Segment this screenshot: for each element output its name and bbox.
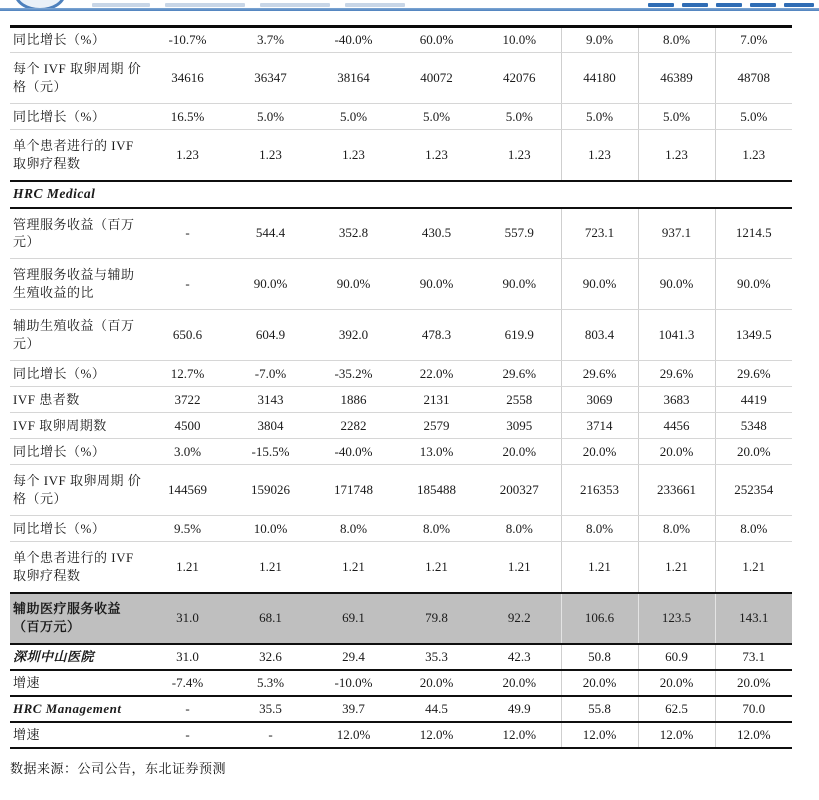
page-header-clipped — [0, 0, 819, 8]
table-row — [10, 130, 792, 181]
cell-value: 12.0% — [478, 722, 561, 748]
cell-value: 20.0% — [715, 670, 792, 696]
cell-value: - — [146, 696, 229, 722]
row-label: 同比增长（%） — [10, 104, 146, 130]
row-label: IVF 患者数 — [10, 387, 146, 413]
table-row — [10, 310, 792, 361]
cell-value: -10.7% — [146, 27, 229, 53]
cell-value: 1.23 — [395, 130, 478, 181]
cell-value: 5.0% — [715, 104, 792, 130]
cell-value: 12.0% — [395, 722, 478, 748]
row-label: 单个患者进行的 IVF 取卵疗程数 — [10, 130, 146, 181]
cell-value: - — [146, 259, 229, 310]
cell-value: 29.6% — [638, 361, 715, 387]
cell-value: 31.0 — [146, 644, 229, 670]
cell-value: 1.21 — [478, 542, 561, 593]
cell-value: 3722 — [146, 387, 229, 413]
row-label: 同比增长（%） — [10, 516, 146, 542]
clipped-text-fragment — [784, 3, 814, 7]
cell-value: 20.0% — [395, 670, 478, 696]
cell-value: 20.0% — [715, 439, 792, 465]
cell-value: 90.0% — [561, 259, 638, 310]
cell-value: 34616 — [146, 53, 229, 104]
cell-value: 9.5% — [146, 516, 229, 542]
cell-value: 69.1 — [312, 593, 395, 644]
table-row — [10, 361, 792, 387]
cell-value: 12.0% — [638, 722, 715, 748]
cell-value: - — [146, 722, 229, 748]
cell-value: 12.0% — [715, 722, 792, 748]
cell-value: 3095 — [478, 413, 561, 439]
cell-value: 252354 — [715, 465, 792, 516]
cell-value: 20.0% — [638, 670, 715, 696]
cell-value: 8.0% — [561, 516, 638, 542]
row-label: 增速 — [10, 670, 146, 696]
forecast-table-body — [10, 27, 792, 748]
cell-value: 42076 — [478, 53, 561, 104]
cell-value: 3143 — [229, 387, 312, 413]
cell-value: 5.0% — [229, 104, 312, 130]
cell-value: 29.6% — [715, 361, 792, 387]
cell-value: 39.7 — [312, 696, 395, 722]
cell-value: 70.0 — [715, 696, 792, 722]
brand-logo-icon — [14, 0, 66, 8]
cell-value: 5.0% — [638, 104, 715, 130]
cell-value: 478.3 — [395, 310, 478, 361]
table-row — [10, 593, 792, 644]
cell-value: 3683 — [638, 387, 715, 413]
cell-value: 937.1 — [638, 208, 715, 259]
cell-value: 50.8 — [561, 644, 638, 670]
cell-value: 29.6% — [478, 361, 561, 387]
cell-value: 29.4 — [312, 644, 395, 670]
cell-value: 35.3 — [395, 644, 478, 670]
cell-value: 31.0 — [146, 593, 229, 644]
cell-value: 90.0% — [312, 259, 395, 310]
cell-value: -15.5% — [229, 439, 312, 465]
cell-value: - — [146, 208, 229, 259]
cell-value: 159026 — [229, 465, 312, 516]
cell-value: 12.0% — [312, 722, 395, 748]
cell-value: -40.0% — [312, 439, 395, 465]
cell-value: 4500 — [146, 413, 229, 439]
row-label: 单个患者进行的 IVF 取卵疗程数 — [10, 542, 146, 593]
row-label: 深圳中山医院 — [10, 644, 146, 670]
clipped-text-fragment — [165, 3, 245, 7]
row-label: 同比增长（%） — [10, 27, 146, 53]
clipped-text-fragment — [260, 3, 330, 7]
cell-value: 557.9 — [478, 208, 561, 259]
cell-value: 7.0% — [715, 27, 792, 53]
forecast-table-container — [10, 25, 819, 749]
cell-value: -35.2% — [312, 361, 395, 387]
cell-value: 200327 — [478, 465, 561, 516]
cell-value: 3804 — [229, 413, 312, 439]
row-label: 管理服务收益（百万元） — [10, 208, 146, 259]
cell-value: 20.0% — [478, 670, 561, 696]
cell-value: 1.23 — [146, 130, 229, 181]
cell-value: 803.4 — [561, 310, 638, 361]
cell-value: 29.6% — [561, 361, 638, 387]
cell-value: 35.5 — [229, 696, 312, 722]
cell-value: 90.0% — [478, 259, 561, 310]
cell-value: 20.0% — [561, 439, 638, 465]
table-row — [10, 722, 792, 748]
cell-value: 185488 — [395, 465, 478, 516]
cell-value: 44.5 — [395, 696, 478, 722]
table-row — [10, 104, 792, 130]
table-row — [10, 27, 792, 53]
header-divider — [0, 8, 819, 11]
cell-value: 2282 — [312, 413, 395, 439]
forecast-table — [10, 25, 792, 749]
cell-value: 5348 — [715, 413, 792, 439]
cell-value: 32.6 — [229, 644, 312, 670]
cell-value: 8.0% — [395, 516, 478, 542]
cell-value: 143.1 — [715, 593, 792, 644]
cell-value: 44180 — [561, 53, 638, 104]
clipped-text-fragment — [345, 3, 405, 7]
cell-value: 10.0% — [478, 27, 561, 53]
section-title: HRC Medical — [10, 181, 792, 208]
cell-value: 233661 — [638, 465, 715, 516]
cell-value: -7.0% — [229, 361, 312, 387]
cell-value: 2579 — [395, 413, 478, 439]
cell-value: 5.0% — [312, 104, 395, 130]
cell-value: 22.0% — [395, 361, 478, 387]
row-label: IVF 取卵周期数 — [10, 413, 146, 439]
row-label: 每个 IVF 取卵周期 价格（元） — [10, 53, 146, 104]
row-label: 辅助医疗服务收益 （百万元） — [10, 593, 146, 644]
cell-value: 2131 — [395, 387, 478, 413]
table-row — [10, 208, 792, 259]
cell-value: 8.0% — [638, 27, 715, 53]
cell-value: -10.0% — [312, 670, 395, 696]
cell-value: 90.0% — [229, 259, 312, 310]
cell-value: 48708 — [715, 53, 792, 104]
table-row — [10, 53, 792, 104]
cell-value: 3069 — [561, 387, 638, 413]
cell-value: 123.5 — [638, 593, 715, 644]
cell-value: 1.21 — [395, 542, 478, 593]
cell-value: 90.0% — [638, 259, 715, 310]
cell-value: 1.23 — [229, 130, 312, 181]
cell-value: 9.0% — [561, 27, 638, 53]
cell-value: 1041.3 — [638, 310, 715, 361]
cell-value: 90.0% — [395, 259, 478, 310]
cell-value: 4419 — [715, 387, 792, 413]
row-label: 每个 IVF 取卵周期 价格（元） — [10, 465, 146, 516]
cell-value: 46389 — [638, 53, 715, 104]
cell-value: 20.0% — [561, 670, 638, 696]
cell-value: 1.21 — [715, 542, 792, 593]
cell-value: 20.0% — [638, 439, 715, 465]
cell-value: 1.21 — [638, 542, 715, 593]
cell-value: 90.0% — [715, 259, 792, 310]
cell-value: 8.0% — [312, 516, 395, 542]
cell-value: 79.8 — [395, 593, 478, 644]
cell-value: 49.9 — [478, 696, 561, 722]
cell-value: 3.7% — [229, 27, 312, 53]
table-row — [10, 465, 792, 516]
row-label: 同比增长（%） — [10, 439, 146, 465]
cell-value: 171748 — [312, 465, 395, 516]
row-label: 增速 — [10, 722, 146, 748]
cell-value: 13.0% — [395, 439, 478, 465]
cell-value: 1.23 — [561, 130, 638, 181]
cell-value: 392.0 — [312, 310, 395, 361]
cell-value: 3714 — [561, 413, 638, 439]
cell-value: 55.8 — [561, 696, 638, 722]
row-label: 管理服务收益与辅助生殖收益的比 — [10, 259, 146, 310]
table-row — [10, 542, 792, 593]
data-source-note: 数据来源：公司公告，东北证券预测 — [10, 760, 227, 776]
cell-value: 1.21 — [229, 542, 312, 593]
table-row — [10, 696, 792, 722]
cell-value: 3.0% — [146, 439, 229, 465]
cell-value: 723.1 — [561, 208, 638, 259]
cell-value: 73.1 — [715, 644, 792, 670]
cell-value: 20.0% — [478, 439, 561, 465]
table-row — [10, 259, 792, 310]
cell-value: 216353 — [561, 465, 638, 516]
cell-value: 8.0% — [638, 516, 715, 542]
cell-value: 1886 — [312, 387, 395, 413]
clipped-text-fragment — [648, 3, 674, 7]
table-row — [10, 644, 792, 670]
cell-value: 8.0% — [715, 516, 792, 542]
cell-value: 1214.5 — [715, 208, 792, 259]
cell-value: 5.0% — [478, 104, 561, 130]
table-row — [10, 516, 792, 542]
cell-value: -7.4% — [146, 670, 229, 696]
cell-value: 106.6 — [561, 593, 638, 644]
cell-value: 544.4 — [229, 208, 312, 259]
cell-value: 2558 — [478, 387, 561, 413]
clipped-text-fragment — [716, 3, 742, 7]
cell-value: 144569 — [146, 465, 229, 516]
clipped-text-fragment — [92, 3, 150, 7]
table-row — [10, 387, 792, 413]
row-label: HRC Management — [10, 696, 146, 722]
row-label: 同比增长（%） — [10, 361, 146, 387]
table-row — [10, 670, 792, 696]
cell-value: 62.5 — [638, 696, 715, 722]
cell-value: 352.8 — [312, 208, 395, 259]
cell-value: 1.23 — [638, 130, 715, 181]
table-row — [10, 413, 792, 439]
section-header-row — [10, 181, 792, 208]
cell-value: 12.7% — [146, 361, 229, 387]
clipped-text-fragment — [750, 3, 776, 7]
cell-value: 1.23 — [715, 130, 792, 181]
cell-value: 5.0% — [395, 104, 478, 130]
cell-value: 604.9 — [229, 310, 312, 361]
cell-value: 1.23 — [312, 130, 395, 181]
cell-value: 1349.5 — [715, 310, 792, 361]
cell-value: 1.21 — [561, 542, 638, 593]
cell-value: 4456 — [638, 413, 715, 439]
cell-value: 68.1 — [229, 593, 312, 644]
cell-value: 12.0% — [561, 722, 638, 748]
cell-value: 1.21 — [146, 542, 229, 593]
row-label: 辅助生殖收益（百万元） — [10, 310, 146, 361]
cell-value: 60.9 — [638, 644, 715, 670]
cell-value: 8.0% — [478, 516, 561, 542]
cell-value: 5.3% — [229, 670, 312, 696]
cell-value: 650.6 — [146, 310, 229, 361]
cell-value: 92.2 — [478, 593, 561, 644]
table-row — [10, 439, 792, 465]
cell-value: 10.0% — [229, 516, 312, 542]
cell-value: -40.0% — [312, 27, 395, 53]
cell-value: 38164 — [312, 53, 395, 104]
cell-value: 16.5% — [146, 104, 229, 130]
cell-value: 619.9 — [478, 310, 561, 361]
cell-value: 430.5 — [395, 208, 478, 259]
cell-value: 36347 — [229, 53, 312, 104]
cell-value: 60.0% — [395, 27, 478, 53]
cell-value: 1.23 — [478, 130, 561, 181]
cell-value: 1.21 — [312, 542, 395, 593]
cell-value: 40072 — [395, 53, 478, 104]
cell-value: 42.3 — [478, 644, 561, 670]
clipped-text-fragment — [682, 3, 708, 7]
cell-value: 5.0% — [561, 104, 638, 130]
cell-value: - — [229, 722, 312, 748]
